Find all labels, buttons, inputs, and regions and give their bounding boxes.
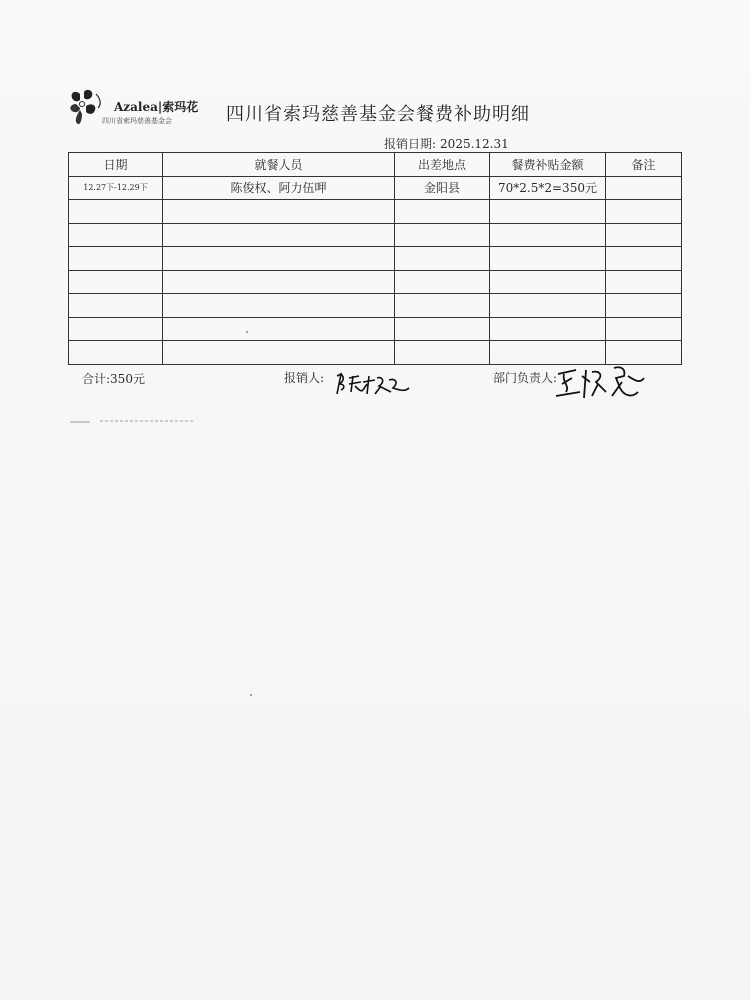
amount-cell (490, 247, 606, 271)
diners-cell (163, 341, 395, 365)
remark-cell (606, 200, 682, 224)
remark-cell (606, 270, 682, 294)
table-row (69, 176, 682, 200)
diners-cell (163, 200, 395, 224)
table-row (69, 247, 682, 271)
location-cell (395, 247, 490, 271)
diners-cell (163, 223, 395, 247)
location-cell (395, 200, 490, 224)
table-row (69, 317, 682, 341)
date-cell (69, 317, 163, 341)
amount-cell: 70*2.5*2=350元 (490, 176, 606, 200)
location-cell (395, 317, 490, 341)
column-header: 备注 (606, 153, 682, 177)
date-cell (69, 270, 163, 294)
amount-cell (490, 317, 606, 341)
report-date-label: 报销日期: (384, 137, 437, 151)
date-cell (69, 223, 163, 247)
page-title: 四川省索玛慈善基金会餐费补助明细 (226, 104, 530, 125)
brand-name: Azalea|索玛花 (114, 100, 199, 114)
amount-cell (490, 223, 606, 247)
table-row (69, 200, 682, 224)
table-row (69, 294, 682, 318)
date-cell (69, 247, 163, 271)
report-date (384, 135, 509, 152)
column-header: 日期 (69, 153, 163, 177)
location-cell (395, 270, 490, 294)
diners-cell (163, 270, 395, 294)
location-cell (395, 341, 490, 365)
location-cell (395, 294, 490, 318)
remark-cell (606, 317, 682, 341)
table-header-row (69, 153, 682, 177)
amount-cell (490, 200, 606, 224)
scan-speck (246, 331, 248, 333)
brand-subtitle: 四川省索玛慈善基金会 (102, 117, 172, 125)
date-cell: 12.27下-12.29下 (69, 176, 163, 200)
column-header: 餐费补贴金额 (490, 153, 606, 177)
column-header: 出差地点 (395, 153, 490, 177)
remark-cell (606, 223, 682, 247)
scan-artifact (70, 419, 200, 425)
table-row (69, 270, 682, 294)
scan-speck (250, 694, 252, 696)
table-row (69, 341, 682, 365)
diners-cell (163, 247, 395, 271)
manager-label: 部门负责人: (493, 371, 558, 385)
total-amount: 合计:350元 (82, 372, 145, 386)
date-cell (69, 341, 163, 365)
meal-subsidy-table (68, 152, 682, 365)
remark-cell (606, 247, 682, 271)
location-cell (395, 223, 490, 247)
table-row (69, 223, 682, 247)
location-cell: 金阳县 (395, 176, 490, 200)
remark-cell (606, 176, 682, 200)
reporter-label: 报销人: (284, 371, 325, 385)
remark-cell (606, 294, 682, 318)
diners-cell (163, 294, 395, 318)
diners-cell (163, 317, 395, 341)
amount-cell (490, 294, 606, 318)
reporter-signature-image (333, 370, 413, 398)
amount-cell (490, 341, 606, 365)
column-header: 就餐人员 (163, 153, 395, 177)
report-date-value: 2025.12.31 (440, 137, 509, 151)
date-cell (69, 200, 163, 224)
manager-signature-image (554, 362, 654, 404)
date-cell (69, 294, 163, 318)
foundation-logo (66, 88, 206, 132)
remark-cell (606, 341, 682, 365)
amount-cell (490, 270, 606, 294)
diners-cell: 陈俊权、阿力伍呷 (163, 176, 395, 200)
